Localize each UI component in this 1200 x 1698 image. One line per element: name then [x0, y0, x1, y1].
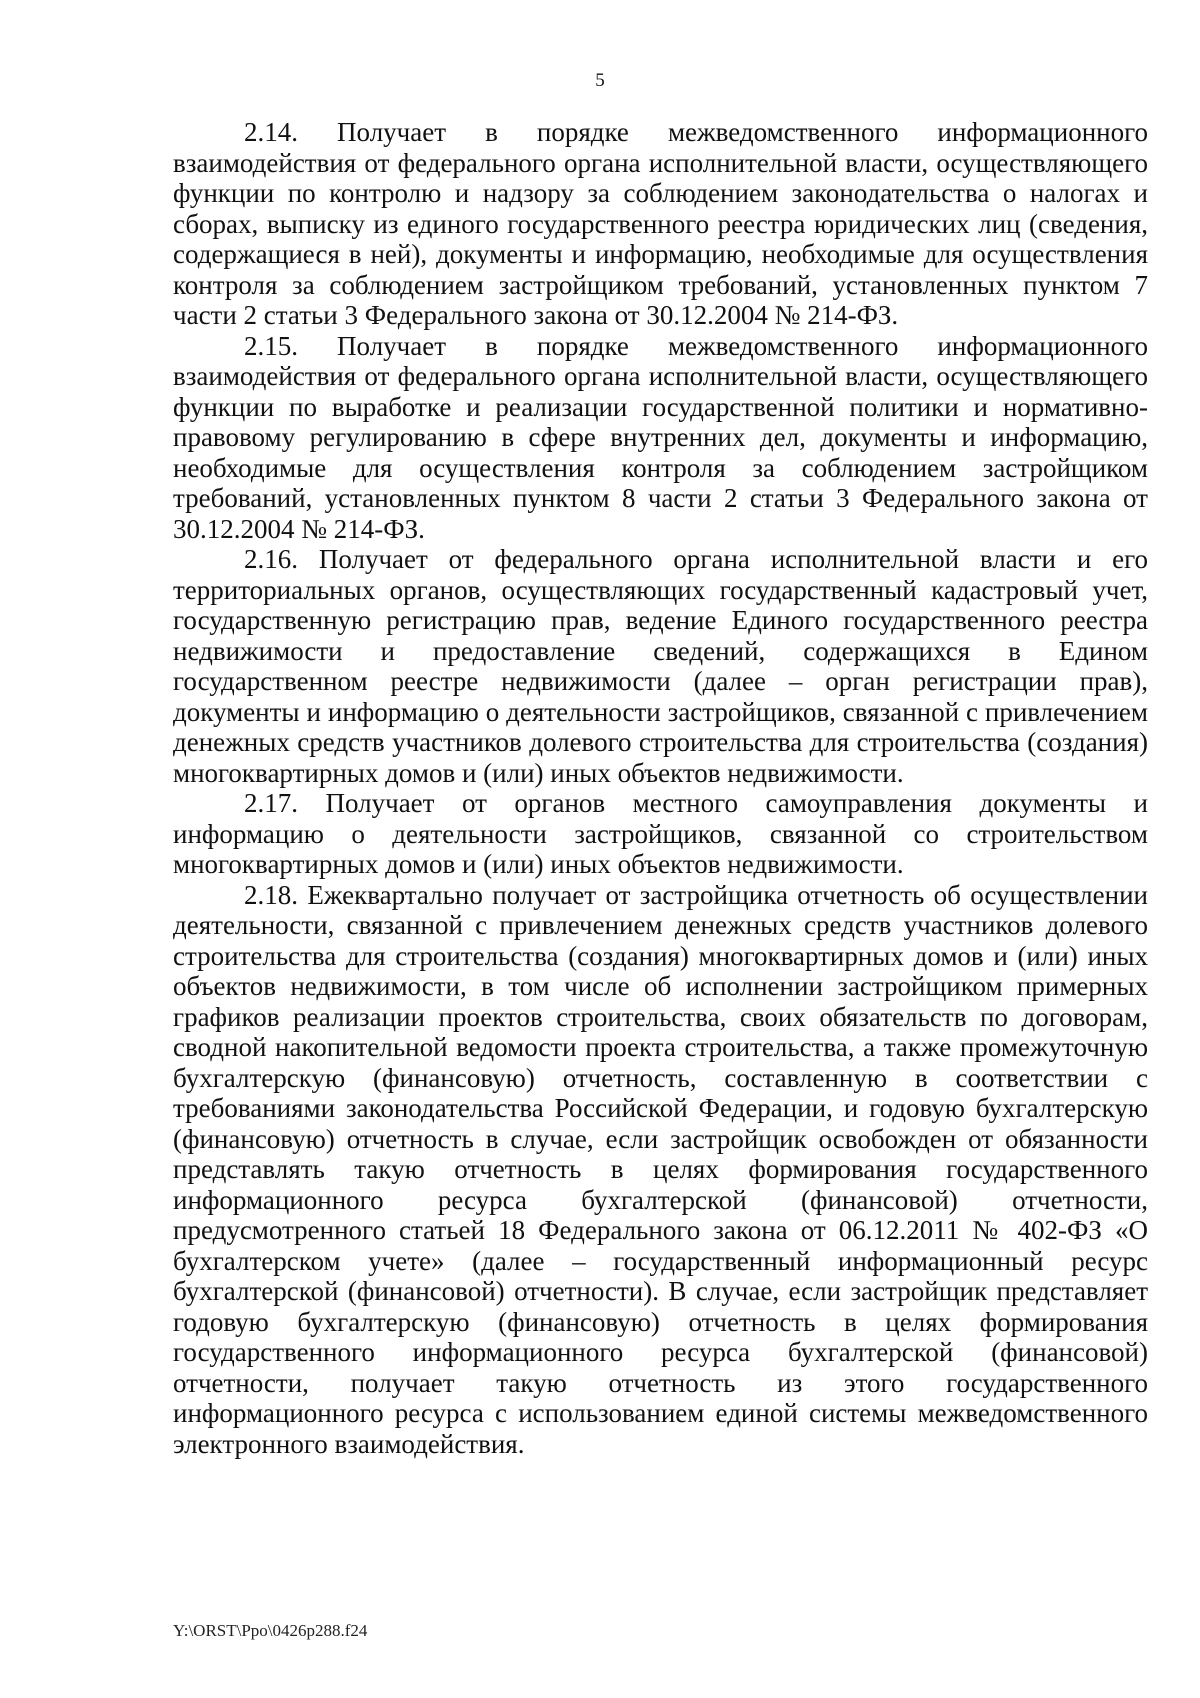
paragraph-2-18: 2.18. Ежеквартально получает от застройщика отчетность об осуществлении деятельности, связанной с привлечением денежных средств участников долевого строительства для строительства (создания) многоквартирных домов и (или) иных объектов недвижимости, в том числе об исполнении застройщиком примерных графиков реализации проектов строительства, своих обязательств по договорам, сводной накопительной ведомости проекта строительства, а также промежуточную бухгалтерскую (финансовую) отчетность, составленную в соответствии с требованиями законодательства Российской Федерации, и годовую бухгалтерскую (финансовую) отчетность в случае, если застройщик освобожден от обязанности представлять такую отчетность в целях формирования государственного информационного ресурса бухгалтерской (финансовой) отчетности, предусмотренного статьей 18 Федерального закона от 06.12.2011 № 402-ФЗ «О бухгалтерском учете» (далее – государственный информационный ресурс бухгалтерской (финансовой) отчетности). В случае, если застройщик представляет годовую бухгалтерскую (финансовую) отчетность в целях формирования государственного информационного ресурса бухгалтерской (финансовой) отчетности, получает такую отчетность из этого государственного информационного ресурса с использованием единой системы межведомственного электронного взаимодействия. — [173, 879, 1148, 1459]
paragraph-2-17: 2.17. Получает от органов местного самоуправления документы и информацию о деятельности застройщиков, связанной со строительством многоквартирных домов и (или) иных объектов недвижимости. — [173, 788, 1148, 879]
document-body — [173, 117, 1148, 1459]
paragraph-2-14: 2.14. Получает в порядке межведомственного информационного взаимодействия от федерального органа исполнительной власти, осуществляющего функции по контролю и надзору за соблюдением законодательства о налогах и сборах, выписку из единого государственного реестра юридических лиц (сведения, содержащиеся в ней), документы и информацию, необходимые для осуществления контроля за соблюдением застройщиком требований, установленных пунктом 7 части 2 статьи 3 Федерального закона от 30.12.2004 № 214-ФЗ. — [173, 117, 1148, 330]
paragraph-2-16: 2.16. Получает от федерального органа исполнительной власти и его территориальных органов, осуществляющих государственный кадастровый учет, государственную регистрацию прав, ведение Единого государственного реестра недвижимости и предоставление сведений, содержащихся в Едином государственном реестре недвижимости (далее – орган регистрации прав), документы и информацию о деятельности застройщиков, связанной с привлечением денежных средств участников долевого строительства для строительства (создания) многоквартирных домов и (или) иных объектов недвижимости. — [173, 544, 1148, 788]
footer-file-path: Y:\ORST\Ppo\0426p288.f24 — [173, 1621, 368, 1640]
paragraph-2-15: 2.15. Получает в порядке межведомственного информационного взаимодействия от федерального органа исполнительной власти, осуществляющего функции по выработке и реализации государственной политики и нормативно-правовому регулированию в сфере внутренних дел, документы и информацию, необходимые для осуществления контроля за соблюдением застройщиком требований, установленных пунктом 8 части 2 статьи 3 Федерального закона от 30.12.2004 № 214-ФЗ. — [173, 330, 1148, 544]
page-number: 5 — [595, 70, 605, 91]
